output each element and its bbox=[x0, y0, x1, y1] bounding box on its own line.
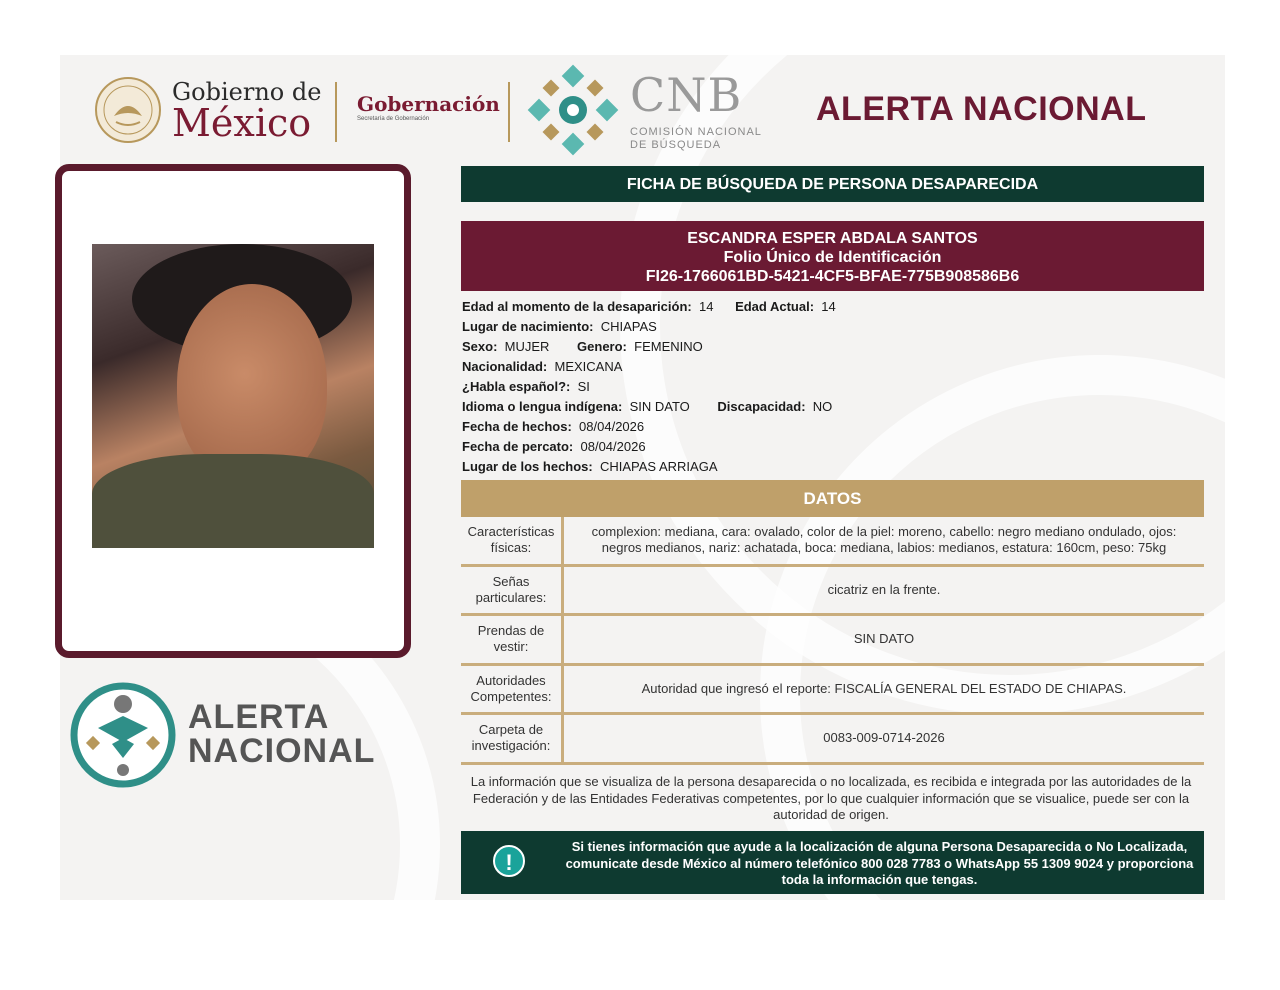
gob-line1: Gobierno de bbox=[172, 78, 322, 106]
ficha-title: FICHA DE BÚSQUEDA DE PERSONA DESAPARECIDA bbox=[461, 166, 1204, 202]
row-value: cicatriz en la frente. bbox=[827, 581, 941, 597]
cnb-line1: COMISIÓN NACIONAL bbox=[630, 126, 762, 138]
row-label: Características físicas: bbox=[461, 517, 564, 564]
sexo-label: Sexo: bbox=[462, 339, 498, 354]
disclaimer-text: La información que se visualiza de la persona desaparecida o no localizada, es recibida e integrada por las autoridades de la Federación y de las Entidades Federativas competentes, por lo que cualquier información que se visualice, puede ser con la autoridad de origen. bbox=[470, 774, 1192, 822]
edad-desap-value: 14 bbox=[698, 299, 714, 314]
alerta-nacional-logo-text bbox=[188, 700, 375, 768]
fecha-percato-label: Fecha de percato: bbox=[462, 439, 574, 454]
row-label: Autoridades Competentes: bbox=[461, 666, 564, 713]
photo-frame bbox=[55, 164, 411, 658]
logo-line2: NACIONAL bbox=[188, 732, 376, 770]
info-row bbox=[462, 397, 1202, 417]
sexo-value: MUJER bbox=[504, 339, 550, 354]
row-label: Carpeta de investigación: bbox=[461, 715, 564, 762]
gobierno-de-mexico-logo bbox=[172, 78, 322, 145]
gobernacion-title: Gobernación bbox=[357, 92, 500, 116]
cnb-flower-icon bbox=[527, 64, 619, 156]
fecha-percato-value: 08/04/2026 bbox=[580, 439, 646, 454]
row-label: Prendas de vestir: bbox=[461, 616, 564, 663]
gobernacion-logo bbox=[357, 92, 500, 122]
lugar-nac-value: CHIAPAS bbox=[600, 319, 657, 334]
info-row bbox=[462, 437, 1202, 457]
alerta-nacional-logo-icon bbox=[68, 680, 178, 790]
espanol-label: ¿Habla español?: bbox=[462, 379, 571, 394]
info-row bbox=[462, 297, 1202, 317]
lugar-nac-label: Lugar de nacimiento: bbox=[462, 319, 594, 334]
info-row bbox=[462, 337, 1202, 357]
fecha-hechos-value: 08/04/2026 bbox=[579, 419, 645, 434]
table-row bbox=[461, 666, 1204, 716]
discapacidad-value: NO bbox=[812, 399, 833, 414]
logo-line1: ALERTA bbox=[188, 698, 330, 736]
info-row bbox=[462, 357, 1202, 377]
genero-label: Genero: bbox=[577, 339, 627, 354]
row-label: Señas particulares: bbox=[461, 567, 564, 614]
genero-value: FEMENINO bbox=[634, 339, 703, 354]
lugar-hechos-label: Lugar de los hechos: bbox=[462, 459, 593, 474]
info-row bbox=[462, 417, 1202, 437]
contact-footer bbox=[461, 831, 1204, 894]
contact-message: Si tienes información que ayude a la localización de alguna Persona Desaparecida o No Localizada, comunicate desde México al número telefónico 800 028 7783 o WhatsApp 55 1309 9024 y proporciona toda la información que tengas. bbox=[565, 839, 1194, 887]
folio-value: FI26-1766061BD-5421-4CF5-BFAE-775B908586B6 bbox=[645, 268, 1020, 285]
cnb-line2: DE BÚSQUEDA bbox=[630, 139, 722, 151]
nacionalidad-value: MEXICANA bbox=[554, 359, 623, 374]
cnb-logo-text bbox=[630, 68, 762, 152]
datos-title: DATOS bbox=[461, 480, 1204, 517]
person-info bbox=[462, 297, 1202, 477]
discapacidad-label: Discapacidad: bbox=[717, 399, 806, 414]
table-row bbox=[461, 567, 1204, 617]
folio-label: Folio Único de Identificación bbox=[723, 249, 942, 266]
divider bbox=[508, 82, 510, 142]
gob-line2: México bbox=[172, 101, 312, 145]
info-row bbox=[462, 317, 1202, 337]
gobernacion-subtitle: Secretaría de Gobernación bbox=[357, 116, 430, 122]
idioma-label: Idioma o lengua indígena: bbox=[462, 399, 623, 414]
table-row bbox=[461, 517, 1204, 567]
edad-desap-label: Edad al momento de la desaparición: bbox=[462, 299, 692, 314]
datos-table bbox=[461, 517, 1204, 765]
info-row bbox=[462, 377, 1202, 397]
alert-title: ALERTA NACIONAL bbox=[816, 90, 1147, 128]
row-value: SIN DATO bbox=[853, 631, 915, 647]
table-row bbox=[461, 616, 1204, 666]
table-row bbox=[461, 715, 1204, 765]
edad-actual-value: 14 bbox=[821, 299, 836, 314]
exclamation-icon: ! bbox=[493, 845, 525, 877]
espanol-value: SI bbox=[577, 379, 590, 394]
divider bbox=[335, 82, 337, 142]
nacionalidad-label: Nacionalidad: bbox=[462, 359, 548, 374]
cnb-acronym: CNB bbox=[630, 68, 743, 122]
fecha-hechos-label: Fecha de hechos: bbox=[462, 419, 572, 434]
mexico-seal-icon bbox=[94, 76, 162, 144]
person-name: ESCANDRA ESPER ABDALA SANTOS bbox=[687, 230, 978, 247]
info-row bbox=[462, 457, 1202, 477]
lugar-hechos-value: CHIAPAS ARRIAGA bbox=[599, 459, 718, 474]
edad-actual-label: Edad Actual: bbox=[735, 299, 815, 314]
person-header bbox=[461, 221, 1204, 291]
person-photo bbox=[92, 244, 374, 548]
header bbox=[90, 70, 1190, 160]
row-value: Autoridad que ingresó el reporte: FISCALÍA GENERAL DEL ESTADO DE CHIAPAS. bbox=[641, 680, 1127, 696]
idioma-value: SIN DATO bbox=[629, 399, 690, 414]
row-value: complexion: mediana, cara: ovalado, color de la piel: moreno, cabello: negro mediano ondulado, ojos: negros medianos, nariz: achatada, boca: mediana, labios: medianos, estatura: 160cm, peso: 75kg bbox=[591, 524, 1177, 556]
row-value: 0083-009-0714-2026 bbox=[823, 730, 945, 746]
